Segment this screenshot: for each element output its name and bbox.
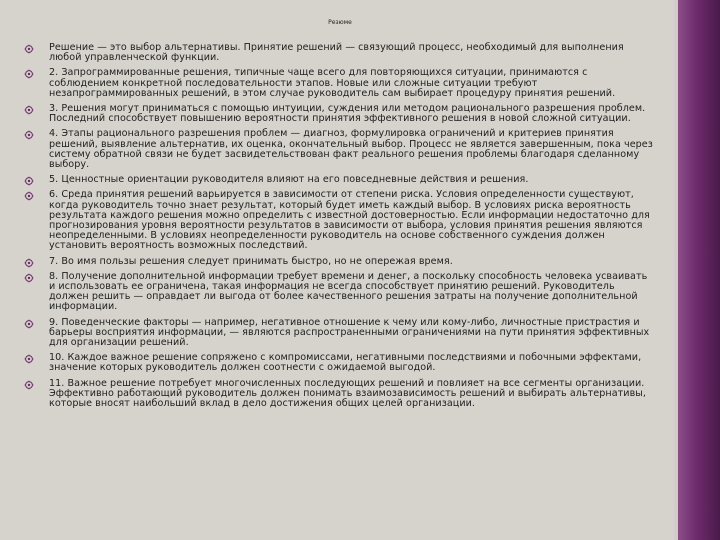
ornamental-flower-icon [24, 319, 37, 328]
list-item [24, 272, 654, 313]
ornamental-flower-icon [24, 130, 37, 139]
slide-title: Резюме [328, 19, 352, 26]
ornamental-flower-icon [24, 69, 37, 78]
ornamental-flower-icon [24, 258, 37, 267]
list-item [24, 175, 654, 185]
ornamental-flower-icon [24, 105, 37, 114]
list-item-text: Решение — это выбор альтернативы. Принятие решений — связующий процесс, необходимый для выполнения любой управленческой функции. [49, 42, 624, 64]
list-item-text: 3. Решения могут приниматься с помощью интуиции, суждения или методом рационального разрешения проблем. Последний способствует повышению вероятности принятия эффективного решения в новой сложной ситуации. [49, 103, 646, 125]
list-item [24, 43, 654, 63]
list-item-text: 10. Каждое важное решение сопряжено с компромиссами, негативными последствиями и побочными эффектами, значение которых руководитель должен соотнести с ожидаемой выгодой. [49, 352, 642, 374]
ornamental-flower-icon [24, 380, 37, 389]
list-item [24, 129, 654, 170]
list-item [24, 68, 654, 99]
list-item-text: 7. Во имя пользы решения следует принимать быстро, но не опережая время. [49, 255, 453, 267]
list-item-text: 2. Запрограммированные решения, типичные чаще всего для повторяющихся ситуации, принимаются с соблюдением конкретной последовательности этапов. Новые или сложные ситуации требуют незапрограммированных решений, в этом случае руководитель сам выбирает процедуру принятия решений. [49, 67, 616, 99]
list-item-text: 9. Поведенческие факторы — например, негативное отношение к чему или кому-либо, личностные пристрастия и барьеры восприятия информации, — являются распространенными ограничениями на пути принятия эффективных для организации решений. [49, 316, 650, 349]
ornamental-flower-icon [24, 273, 37, 282]
bullet-list [24, 43, 654, 414]
list-item [24, 318, 654, 349]
list-item [24, 353, 654, 373]
list-item-text: 11. Важное решение потребует многочисленных последующих решений и повлияет на все сегменты организации. Эффективно работающий руководитель должен понимать взаимозависимость решений и выбирать альтернативы, которые вносят наибольший вклад в дело достижения общих целей организации. [49, 377, 647, 410]
list-item-text: 8. Получение дополнительной информации требует времени и денег, а поскольку способность человека усваивать и использовать ее ограничена, такая информация не всегда способствует принятию решений. Руководитель должен решить — оправдает ли выгода от более качественного решения затраты на получение дополнительной информации. [49, 270, 648, 313]
list-item-text: 6. Среда принятия решений варьируется в зависимости от степени риска. Условия определенности существуют, когда руководитель точно знает результат, который будет иметь каждый выбор. В условиях риска вероятность результата каждого решения можно определить с известной достоверностью. Если информации недостаточно для прогнозирования уровня вероятности результатов в зависимости от выбора, условия принятия решения являются неопределенными. В условиях неопределенности руководитель на основе собственного суждения должен установить вероятность возможных последствий. [49, 189, 650, 252]
ornamental-flower-icon [24, 191, 37, 200]
side-accent-band [678, 0, 720, 540]
list-item [24, 104, 654, 124]
list-item [24, 379, 654, 410]
list-item-text: 4. Этапы рационального разрешения проблем — диагноз, формулировка ограничений и критериев принятия решений, выявление альтернатив, их оценка, окончательный выбор. Процесс не является завершенным, пока через систему обратной связи не будет засвидетельствован факт реального решения проблемы благодаря сделанному выбору. [49, 128, 653, 171]
list-item [24, 190, 654, 251]
list-item-text: 5. Ценностные ориентации руководителя влияют на его повседневные действия и решения. [49, 174, 529, 186]
ornamental-flower-icon [24, 354, 37, 363]
ornamental-flower-icon [24, 44, 37, 53]
ornamental-flower-icon [24, 176, 37, 185]
list-item [24, 257, 654, 267]
